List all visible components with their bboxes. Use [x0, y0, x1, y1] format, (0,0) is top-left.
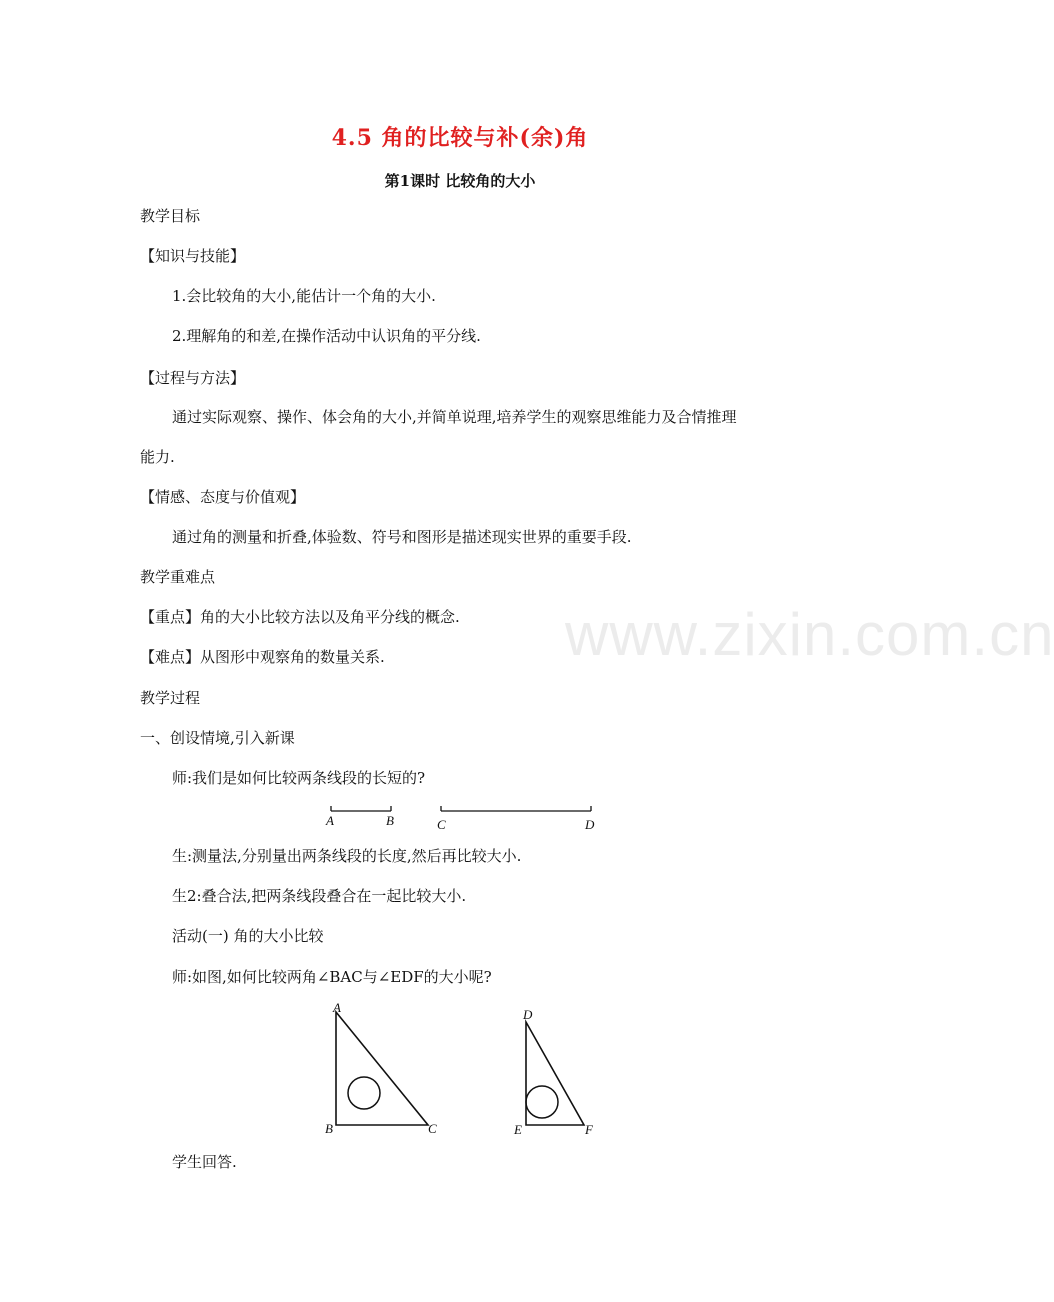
section-heading: 教学过程 — [140, 689, 201, 707]
paragraph: 生2:叠合法,把两条线段叠合在一起比较大小. — [172, 887, 467, 905]
watermark: www.zixin.com.cn — [565, 601, 1054, 668]
paragraph: 【重点】角的大小比较方法以及角平分线的概念. — [140, 608, 460, 626]
segment-label: C — [437, 817, 446, 832]
triangle-def — [526, 1022, 584, 1125]
segment-ab — [331, 806, 391, 811]
segment-label: B — [386, 813, 394, 828]
vertex-label: C — [428, 1121, 437, 1136]
vertex-label: E — [514, 1122, 522, 1137]
lesson-subtitle: 第1课时 比较角的大小 — [384, 172, 536, 190]
paragraph: 生:测量法,分别量出两条线段的长度,然后再比较大小. — [172, 847, 522, 865]
segment-label: D — [585, 817, 595, 832]
section-heading: 教学目标 — [140, 207, 201, 225]
paragraph-continuation: 能力. — [140, 448, 175, 466]
section-heading: 教学重难点 — [140, 568, 216, 586]
subsection-heading: 【过程与方法】 — [140, 369, 246, 387]
subsection-heading: 【情感、态度与价值观】 — [140, 488, 306, 506]
vertex-label: A — [333, 1000, 341, 1015]
vertex-label: B — [325, 1121, 333, 1136]
triangle-abc — [336, 1012, 428, 1125]
paragraph: 通过角的测量和折叠,体验数、符号和图形是描述现实世界的重要手段. — [172, 528, 632, 546]
document-title: 4.5 角的比较与补(余)角 — [331, 125, 589, 151]
vertex-label: F — [585, 1122, 593, 1137]
vertex-label: D — [523, 1007, 533, 1022]
paragraph: 1.会比较角的大小,能估计一个角的大小. — [172, 287, 436, 305]
paragraph: 学生回答. — [172, 1153, 237, 1171]
section-heading: 一、创设情境,引入新课 — [140, 729, 295, 747]
subsection-heading: 【知识与技能】 — [140, 247, 246, 265]
paragraph: 师:如图,如何比较两角∠BAC与∠EDF的大小呢? — [172, 968, 492, 986]
paragraph: 【难点】从图形中观察角的数量关系. — [140, 648, 385, 666]
segment-label: A — [326, 813, 334, 828]
paragraph: 通过实际观察、操作、体会角的大小,并简单说理,培养学生的观察思维能力及合情推理 — [172, 408, 737, 426]
activity-heading: 活动(一) 角的大小比较 — [172, 927, 324, 945]
paragraph: 2.理解角的和差,在操作活动中认识角的平分线. — [172, 327, 481, 345]
paragraph: 师:我们是如何比较两条线段的长短的? — [172, 769, 426, 787]
segment-cd — [441, 806, 591, 811]
